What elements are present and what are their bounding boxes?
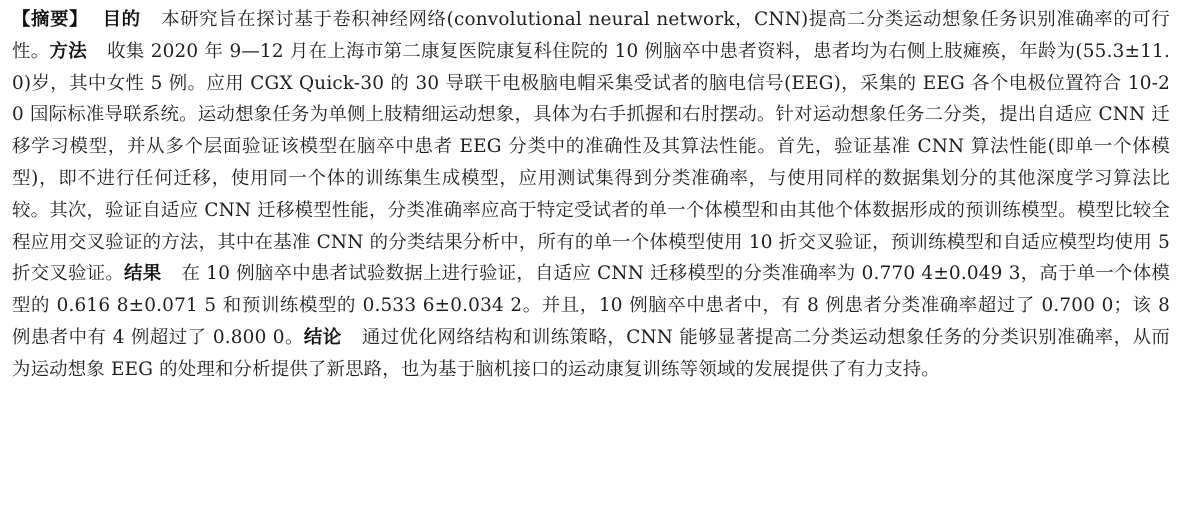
results-text: 在 10 例脑卒中患者试验数据上进行验证，自适应 CNN 迁移模型的分类准确率为 0.770 4±0.049 3，高于单一个体模型的 0.616 8±0.071 5 和预训练模型的 0.533 6±0.034 2。并且，10 例脑卒中患者中，有 8 例患者分类准确率超过了 0.700 0；该 8 例患者中有 4 例超过了 0.800 0。 bbox=[12, 263, 1170, 348]
conclusion-heading: 结论 bbox=[303, 326, 342, 348]
objective-heading: 目的 bbox=[102, 9, 141, 30]
abstract-label: 【摘要】 bbox=[12, 9, 89, 30]
objective-text: 本研究旨在探讨基于卷积神经网络(convolutional neural network，CNN)提高二分类运动想象任务识别准确率的可行性。 bbox=[12, 9, 1170, 62]
methods-text: 收集 2020 年 9—12 月在上海市第二康复医院康复科住院的 10 例脑卒中患者资料，患者均为右侧上肢瘫痪，年龄为(55.3±11.0)岁，其中女性 5 例。应用 CGX Quick-30 的 30 导联干电极脑电帽采集受试者的脑电信号(EEG)，采集的 EEG 各个电极位置符合 10-20 国际标准导联系统。运动想象任务为单侧上肢精细运动想象，具体为右手抓握和右肘摆动。针对运动想象任务二分类，提出自适应 CNN 迁移学习模型，并从多个层面验证该模型在脑卒中患者 EEG 分类中的准确性及其算法性能。首先，验证基准 CNN 算法性能(即单一个体模型)，即不进行任何迁移，使用同一个体的训练集生成模型，应用测试集得到分类准确率，与使用同样的数据集划分的其他深度学习算法比较。其次，验证自适应 CNN 迁移模型性能，分类准确率应高于特定受试者的单一个体模型和由其他个体数据形成的预训练模型。模型比较全程应用交叉验证的方法，其中在基准 CNN 的分类结果分析中，所有的单一个体模型使用 10 折交叉验证，预训练模型和自适应模型均使用 5 折交叉验证。 bbox=[12, 40, 1170, 285]
abstract-paragraph bbox=[12, 4, 1170, 386]
results-heading: 结果 bbox=[124, 263, 162, 285]
methods-heading: 方法 bbox=[49, 40, 87, 62]
conclusion-text: 通过优化网络结构和训练策略，CNN 能够显著提高二分类运动想象任务的分类识别准确率，从而为运动想象 EEG 的处理和分析提供了新思路，也为基于脑机接口的运动康复训练等领域的发展提供了有力支持。 bbox=[12, 326, 1170, 380]
